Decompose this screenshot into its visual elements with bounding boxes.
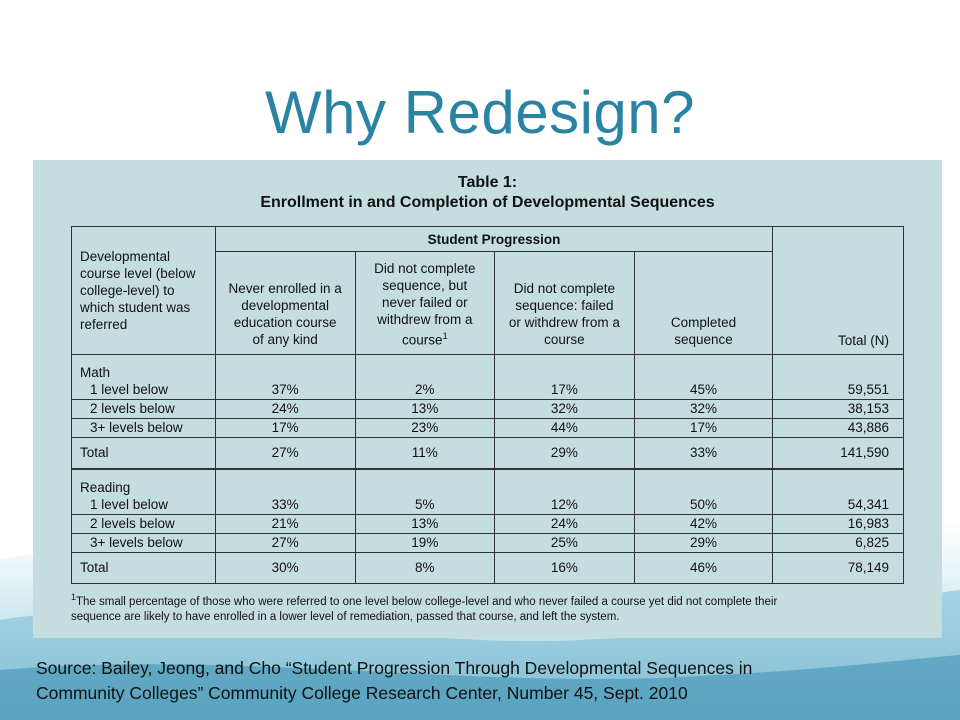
row-value: 13% [355,400,495,419]
row-value: 25% [495,534,635,553]
first-column-header [72,227,216,355]
row-value: 42% [634,515,773,534]
empty-cell [355,469,495,496]
empty-cell [634,469,773,496]
summary-value: 33% [634,438,773,470]
column-header-1 [215,252,355,355]
column-header-2-line: sequence, but [382,277,468,293]
source-citation [36,656,936,706]
empty-cell [773,469,904,496]
empty-cell [355,355,495,382]
row-value: 2% [355,381,495,400]
empty-cell [634,355,773,382]
row-total: 38,153 [773,400,904,419]
empty-cell [773,355,904,382]
row-label: 1 level below [72,496,216,515]
row-label: 1 level below [72,381,216,400]
column-header-1-line: of any kind [252,332,318,347]
source-line-2: Community Colleges” Community College Research Center, Number 45, Sept. 2010 [36,683,688,703]
row-value: 12% [495,496,635,515]
summary-value: 8% [355,553,495,584]
student-progression-header: Student Progression [215,227,773,252]
table-row [72,515,904,534]
column-header-2-line: Did not complete [374,260,476,276]
section-header-row [72,355,904,382]
summary-value: 16% [495,553,635,584]
source-line-1: Source: Bailey, Jeong, and Cho “Student Progression Through Developmental Sequences in [36,658,753,678]
empty-cell [495,355,635,382]
column-header-3-line: sequence: failed [515,298,614,313]
empty-cell [215,469,355,496]
row-value: 44% [495,419,635,438]
column-header-1-line: developmental [241,298,330,313]
row-value: 23% [355,419,495,438]
first-column-header-line: referred [80,317,128,332]
row-value: 32% [634,400,773,419]
row-label: 3+ levels below [72,534,216,553]
first-column-header-line: which student was [80,300,191,315]
row-value: 19% [355,534,495,553]
summary-label: Total [80,560,109,575]
summary-total: 78,149 [773,553,904,584]
table-panel [33,160,942,638]
row-value: 27% [215,534,355,553]
column-header-4-line: sequence [674,332,733,347]
row-total: 43,886 [773,419,904,438]
row-value: 17% [634,419,773,438]
first-column-header-line: Developmental [80,249,171,264]
row-value: 33% [215,496,355,515]
footnote-marker: 1 [71,592,77,602]
row-value: 21% [215,515,355,534]
row-total: 6,825 [773,534,904,553]
slide-title: Why Redesign? [264,79,696,146]
section-header-row [72,469,904,496]
row-value: 13% [355,515,495,534]
column-header-2 [355,252,495,355]
table-subtitle: Enrollment in and Completion of Developmental Sequences [260,194,715,211]
summary-value: 29% [495,438,635,470]
row-value: 24% [215,400,355,419]
column-header-1-line: Never enrolled in a [228,281,342,296]
total-column-header: Total (N) [773,227,904,355]
row-value: 37% [215,381,355,400]
first-column-header-line: college-level) to [80,283,175,298]
column-header-superscript: 1 [442,330,448,341]
row-label: 2 levels below [72,515,216,534]
enrollment-table [71,226,904,584]
section-name: Reading [72,469,216,496]
table-footnote [71,590,911,625]
row-total: 54,341 [773,496,904,515]
column-header-3 [495,252,635,355]
table-row [72,381,904,400]
column-header-2-line: withdrew from a [377,311,473,327]
summary-value: 46% [634,553,773,584]
table-row [72,419,904,438]
column-header-3-line: course [544,332,585,347]
table-row [72,400,904,419]
row-value: 5% [355,496,495,515]
row-total: 16,983 [773,515,904,534]
summary-row [72,438,904,470]
summary-row [72,553,904,584]
row-value: 32% [495,400,635,419]
empty-cell [495,469,635,496]
row-value: 24% [495,515,635,534]
column-header-1-line: education course [233,315,337,330]
column-header-3-line: Did not complete [513,281,616,296]
column-header-4 [634,252,773,355]
row-label: 3+ levels below [72,419,216,438]
table-row [72,534,904,553]
summary-value: 30% [215,553,355,584]
row-value: 45% [634,381,773,400]
column-header-4-line: Completed [670,315,737,330]
footnote-line-2: sequence are likely to have enrolled in a lower level of remediation, passed that course, and left the system. [71,610,620,623]
table-row [72,496,904,515]
summary-total: 141,590 [773,438,904,470]
row-value: 17% [495,381,635,400]
row-value: 17% [215,419,355,438]
first-column-header-line: course level (below [80,266,196,281]
summary-value: 27% [215,438,355,470]
row-value: 50% [634,496,773,515]
section-name: Math [80,364,111,380]
column-header-2-line: course [402,332,443,347]
summary-label: Total [80,445,109,460]
column-header-2-line: never failed or [382,294,468,310]
empty-cell [215,355,355,382]
row-label: 2 levels below [72,400,216,419]
column-header-3-line: or withdrew from a [508,315,620,330]
row-value: 29% [634,534,773,553]
footnote-line-1: The small percentage of those who were referred to one level below college-level and who never failed a course yet did not complete their [76,595,778,608]
header-row-group [72,227,904,252]
summary-value: 11% [355,438,495,470]
table-number: Table 1: [457,174,518,191]
row-total: 59,551 [773,381,904,400]
